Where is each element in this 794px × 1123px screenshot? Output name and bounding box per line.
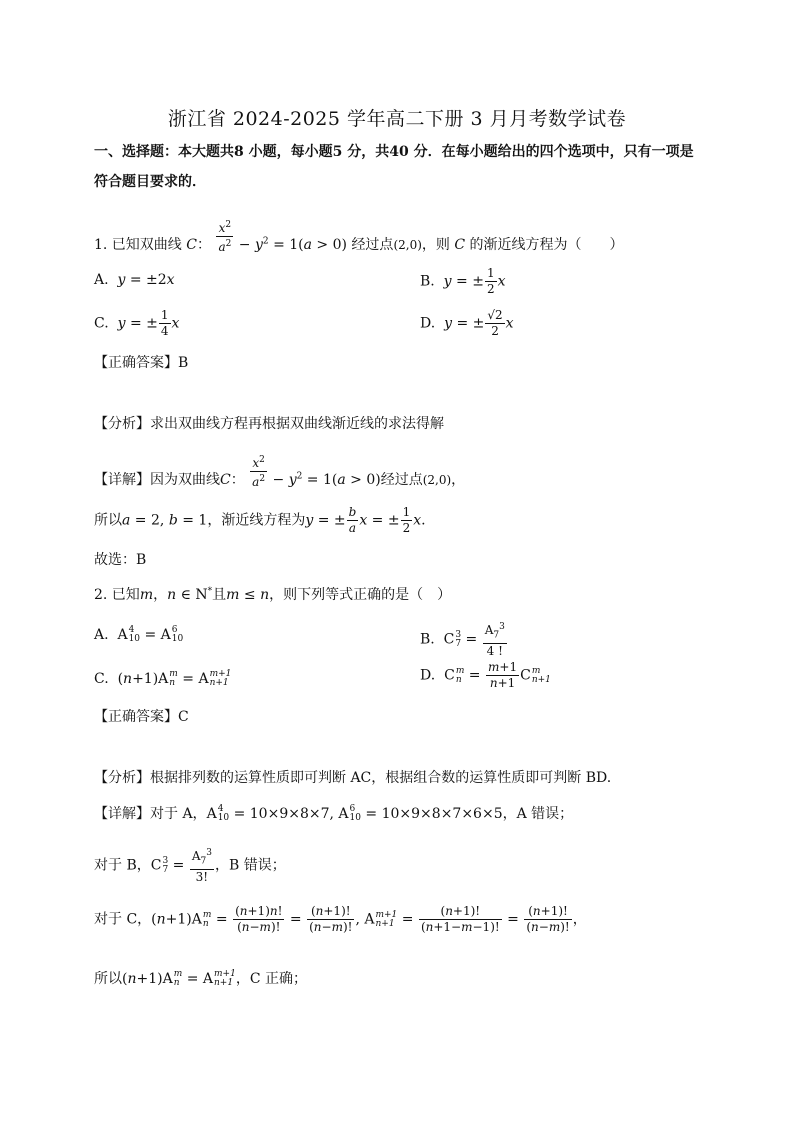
- q2-analysis: 【分析】根据排列数的运算性质即可判断 AC，根据组合数的运算性质即可判断 BD.: [94, 770, 612, 786]
- q1-detail: 【详解】因为双曲线C： $\frac{x^2}{a^2}$ − $y^2 = 1(a > 0)$经过点(2,0)，: [94, 455, 466, 489]
- q1-choose: 故选：B: [94, 552, 147, 568]
- q2-option-c: C. (n+1)A m n = A m+1 n+1: [94, 669, 232, 688]
- section-heading: 一、选择题：本大题共8 小题，每小题5 分，共40 分．在每小题给出的四个选项中，只有一项是符合题目要求的．: [94, 144, 694, 190]
- q2-option-a: A. A 4 10 = A 6 10: [94, 625, 184, 644]
- q2-option-b: B. C 3 7 = $\frac{A_7^3}{4 !}$: [420, 622, 505, 659]
- q1-option-a: A. y = ±2x: [94, 272, 175, 288]
- q1-analysis: 【分析】求出双曲线方程再根据双曲线渐近线的求法得解: [94, 416, 444, 432]
- q1-conclusion: 所以a = 2, b = 1，渐近线方程为y = ± $\frac{b}{a}$ x = ± $\frac{1}{2}$ x.: [94, 505, 426, 535]
- q2-conclusion: 所以(n+1)A m n = A m+1 n+1 ，C 正确；: [94, 969, 307, 988]
- q1-option-d: D. y = ± $\frac{√2}{2}$ x: [420, 308, 514, 338]
- q1-option-c: C. y = ± $\frac{1}{4}$ x: [94, 308, 180, 338]
- q2-detail-a: 【详解】对于 A，A 4 10 = 10×9×8×7, A 6 10 = 10×9×8×7×6×5，A 错误；: [94, 804, 574, 823]
- q2-option-d: D. C m n = $\frac{m+1}{n+1}$ C m n+1: [420, 660, 551, 690]
- q2-detail-b: 对于 B，C 3 7 = $\frac{A_7^3}{3!}$ ，B 错误；: [94, 848, 286, 885]
- q2-answer: 【正确答案】C: [94, 709, 189, 725]
- q1-answer: 【正确答案】B: [94, 355, 189, 371]
- q1-stem: 1. 已知双曲线 C： $\frac{x^2}{a^2}$ − $y^2 = 1(a > 0)$ 经过点(2,0)，则 C 的渐近线方程为（ ）: [94, 220, 624, 254]
- q2-detail-c: 对于 C，(n+1)A m n = $\frac{(n+1)n!}{(n-m)!}$ = $\frac{(n+1)!}{(n-m)!}$ , A m+1 n+1 = $\frac{(n+1)!}{(n+1-m-1)!}$ = $\frac{(n+1)!}{(n-m)!}$ ，: [94, 904, 587, 934]
- q1-option-b: B. y = ± $\frac{1}{2}$ x: [420, 266, 506, 296]
- page-title: 浙江省 2024-2025 学年高二下册 3 月月考数学试卷: [167, 108, 627, 130]
- q2-stem: 2. 已知m，n ∈ N*且m ≤ n，则下列等式正确的是（ ）: [94, 586, 452, 603]
